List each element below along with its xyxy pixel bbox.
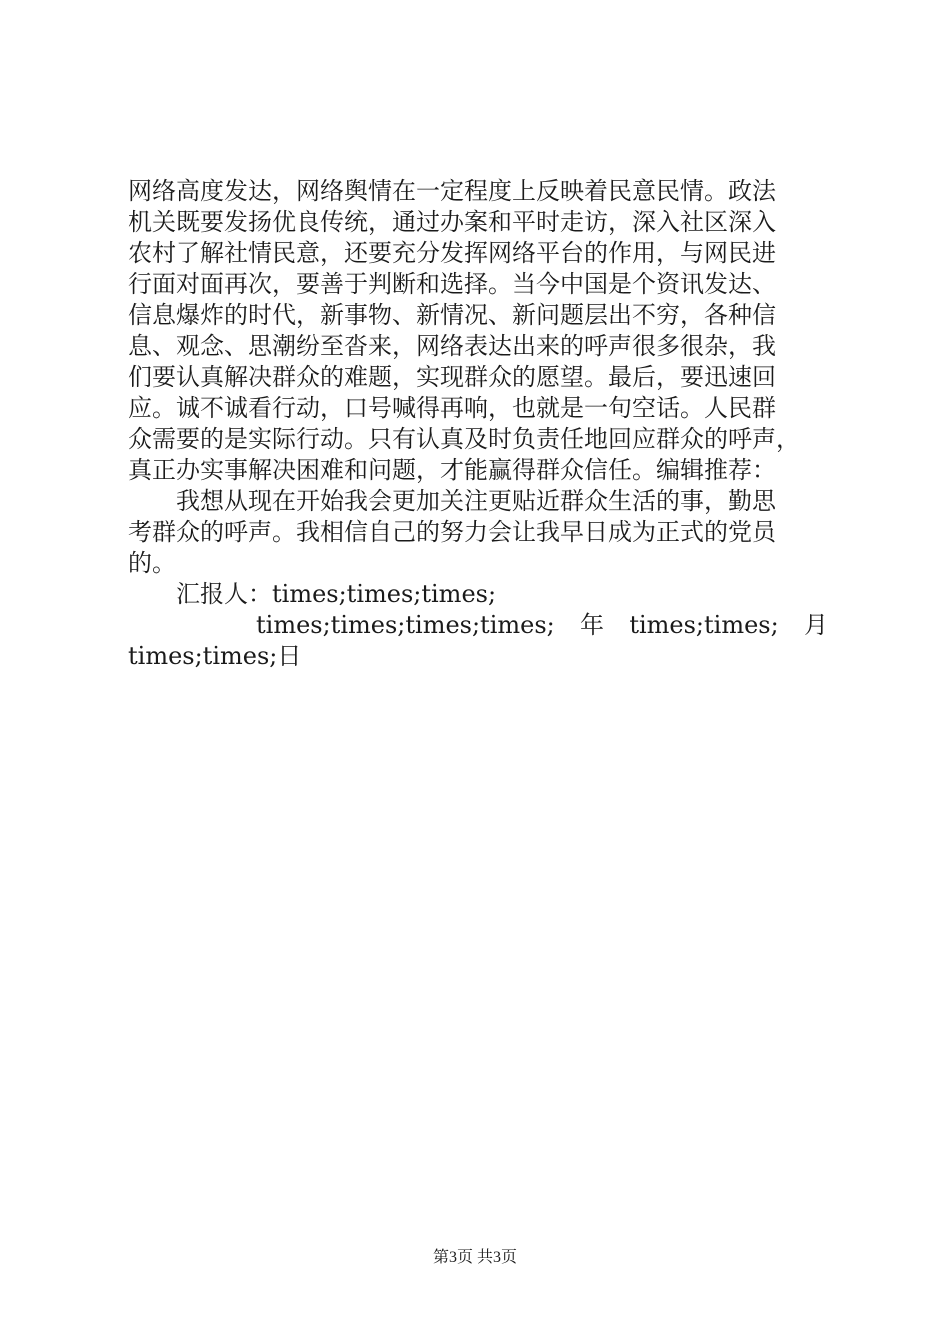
date-continuation: times;times;日 (128, 642, 302, 670)
text-line: 行面对面再次，要善于判断和选择。当今中国是个资讯发达、 (128, 270, 776, 298)
document-body (128, 176, 828, 672)
text-line: 农村了解社情民意，还要充分发挥网络平台的作用，与网民进 (128, 239, 776, 267)
text-line: 考群众的呼声。我相信自己的努力会让我早日成为正式的党员 (128, 518, 776, 546)
page-footer (0, 1244, 950, 1267)
date-part: 年 (580, 611, 605, 639)
date-part: times;times;times;times; (256, 611, 555, 639)
text-line: 应。诚不诚看行动，口号喊得再响，也就是一句空话。人民群 (128, 394, 776, 422)
text-line: 的。 (128, 549, 176, 577)
text-line: 们要认真解决群众的难题，实现群众的愿望。最后，要迅速回 (128, 363, 776, 391)
text-line: 我想从现在开始我会更加关注更贴近群众生活的事，勤思 (176, 487, 776, 515)
date-part: times;times; (629, 611, 779, 639)
date-part: 月 (804, 611, 828, 639)
date-line (128, 610, 828, 641)
page-number: 第3页 共3页 (432, 1249, 517, 1266)
text-line: 信息爆炸的时代，新事物、新情况、新问题层出不穷，各种信 (128, 301, 776, 329)
reporter-line: 汇报人：times;times;times; (176, 580, 497, 608)
text-line: 机关既要发扬优良传统，通过办案和平时走访，深入社区深入 (128, 208, 776, 236)
text-line: 真正办实事解决困难和问题，才能赢得群众信任。编辑推荐： (128, 456, 776, 484)
text-line: 众需要的是实际行动。只有认真及时负责任地回应群众的呼声， (128, 425, 800, 453)
text-line: 网络高度发达，网络舆情在一定程度上反映着民意民情。政法 (128, 177, 776, 205)
text-line: 息、观念、思潮纷至沓来，网络表达出来的呼声很多很杂，我 (128, 332, 776, 360)
